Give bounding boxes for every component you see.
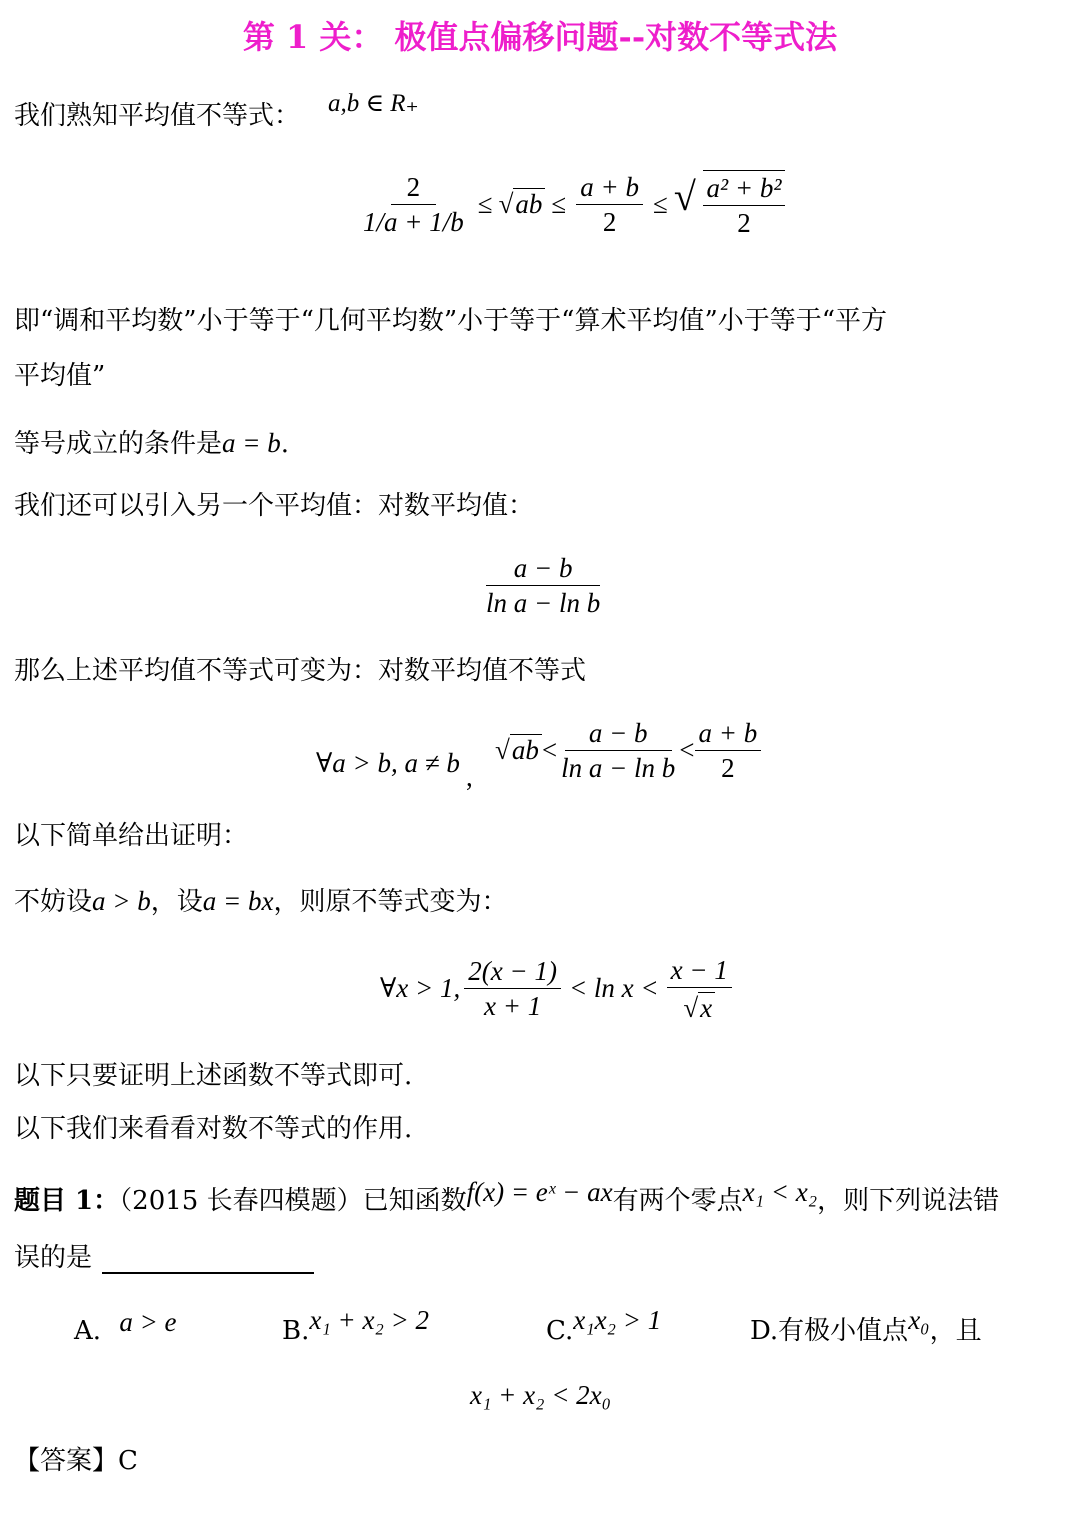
log-inequality-comma: ,	[466, 762, 473, 792]
quadratic-denominator: 2	[737, 208, 751, 238]
assume-text-1: 不妨设	[14, 887, 93, 917]
option-b	[282, 1305, 430, 1347]
problem-mid: 有两个零点	[612, 1186, 743, 1216]
meaning-line-1: 即“调和平均数”小于等于“几何平均数”小于等于“算术平均值”小于等于“平方	[14, 306, 888, 336]
func-ineq-rhs-numerator: x − 1	[667, 955, 732, 988]
problem-function: f(x) = eˣ − ax	[466, 1177, 613, 1207]
answer-value: C	[118, 1446, 138, 1476]
problem-source: （2015 长春四模题）已知函数	[119, 1186, 467, 1216]
page-title: 第 1 关： 极值点偏移问题--对数不等式法	[242, 18, 838, 56]
log-inequality-formula: √ab < $\frac{a - b}{\text{ln a − ln b}}$ < $\frac{a + b}{2}$	[495, 718, 761, 783]
geometric-mean: √ab	[499, 189, 546, 220]
geometric-radicand: ab	[513, 188, 545, 219]
func-ineq-middle: < ln x <	[568, 973, 659, 1004]
answer-blank	[102, 1248, 314, 1274]
option-c-math: x₁x₂ > 1	[573, 1305, 662, 1335]
option-b-label: B.	[282, 1316, 310, 1346]
option-a-math: a > e	[119, 1307, 177, 1337]
log-mean-numerator: a − b	[486, 553, 601, 586]
log-mean-intro: 我们还可以引入另一个平均值：对数平均值：	[14, 491, 535, 521]
log-ineq-sqrt-radicand: ab	[510, 734, 542, 765]
intro-line	[14, 100, 300, 132]
option-d-continuation: x₁ + x₂ < 2x₀	[470, 1380, 612, 1410]
log-mean-denominator: ln a − ln b	[486, 588, 601, 618]
option-c-label: C.	[546, 1316, 574, 1346]
problem-zeros: x₁ < x₂	[742, 1177, 818, 1207]
func-ineq-rhs-radicand: x	[698, 992, 715, 1023]
assume-text-3: ，则原不等式变为：	[273, 887, 508, 917]
problem-line-2-text: 误的是	[14, 1243, 93, 1273]
see-text: 以下我们来看看对数不等式的作用.	[14, 1114, 413, 1144]
option-b-math: x₁ + x₂ > 2	[309, 1305, 430, 1335]
harmonic-den-b: 1/b	[429, 206, 464, 237]
mean-inequality-formula: $\frac{2}{1/a + 1/b}$ ≤ √ab ≤ $\frac{a + b}{2}$ ≤ √ $\frac{\text{a² + b²}}{2}$	[355, 170, 785, 238]
log-ineq-rhs-denominator: 2	[721, 753, 735, 783]
func-ineq-condition: ∀x > 1,	[380, 973, 461, 1004]
problem-label: 题目 1	[14, 1186, 94, 1216]
prove-text: 以下只要证明上述函数不等式即可.	[14, 1061, 413, 1091]
log-inequality-condition: ∀a > b, a ≠ b	[316, 748, 460, 778]
problem-line-1	[14, 1177, 1000, 1217]
meaning-line-2: 平均值”	[14, 361, 106, 391]
equality-text: 等号成立的条件是	[14, 429, 223, 459]
option-c	[546, 1305, 662, 1347]
log-ineq-numerator: a − b	[565, 718, 672, 751]
problem-line-2	[14, 1242, 314, 1274]
answer-line	[14, 1445, 138, 1477]
arithmetic-denominator: 2	[602, 206, 617, 237]
equality-condition: a = b	[222, 428, 281, 458]
option-d-label: D.有极小值点	[750, 1316, 909, 1346]
quadratic-mean: √ $\frac{\text{a² + b²}}{2}$	[674, 170, 786, 238]
assume-math-2: a = bx	[202, 886, 274, 916]
assume-math-1: a > b	[92, 886, 151, 916]
option-a-label: A.	[74, 1316, 102, 1346]
arithmetic-numerator: a + b	[576, 172, 643, 205]
function-inequality-formula: ∀x > 1, $\frac{2(x - 1)}{x + 1}$ < ln x < $\frac{x - 1}{√x}$	[380, 955, 736, 1023]
assume-text-2: ，设	[150, 887, 203, 917]
intro-condition: a,b ∈ R₊	[328, 90, 419, 117]
problem-end: ，则下列说法错	[817, 1186, 1000, 1216]
harmonic-mean	[359, 172, 468, 237]
intro-text: 我们熟知平均值不等式：	[14, 101, 301, 131]
log-mean-formula	[478, 553, 608, 618]
equality-line	[14, 427, 289, 460]
proof-intro: 以下简单给出证明：	[14, 821, 249, 851]
func-ineq-numerator: 2(x − 1)	[464, 956, 561, 989]
option-a	[74, 1307, 177, 1347]
log-ineq-rhs-numerator: a + b	[695, 718, 762, 751]
assume-line	[14, 885, 508, 918]
harmonic-denominator: 1/a + 1/b	[363, 206, 464, 237]
option-d-tail: ，且	[929, 1316, 982, 1346]
equality-end: .	[280, 429, 290, 459]
option-d	[750, 1305, 982, 1347]
harmonic-den-a: 1/a	[363, 206, 398, 237]
transform-text: 那么上述平均值不等式可变为：对数平均值不等式	[14, 656, 587, 686]
quadratic-numerator: a² + b²	[703, 173, 786, 206]
harmonic-numerator: 2	[391, 172, 437, 205]
arithmetic-mean	[576, 172, 643, 237]
problem-colon: ：	[93, 1186, 120, 1216]
answer-label: 【答案】	[14, 1446, 119, 1476]
func-ineq-denominator: x + 1	[483, 991, 542, 1022]
option-d-math: x₀	[908, 1305, 930, 1335]
log-ineq-denominator: ln a − ln b	[561, 753, 676, 783]
